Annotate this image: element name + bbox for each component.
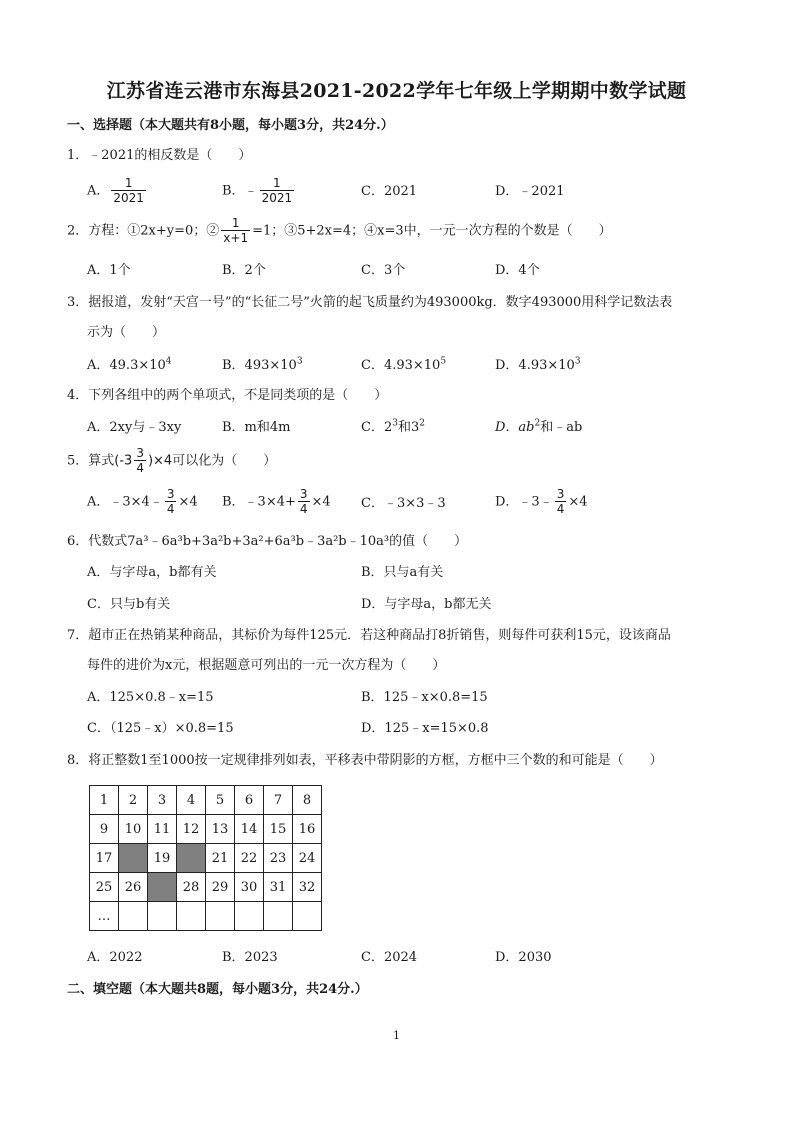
q7-option-c: C．（125﹣x）×0.8=15 bbox=[87, 721, 234, 736]
grid-cell: 1 bbox=[90, 786, 119, 815]
q2-option-c: C．3个 bbox=[361, 263, 406, 278]
grid-cell: 30 bbox=[235, 873, 264, 902]
grid-cell: 2 bbox=[119, 786, 148, 815]
section-heading-fill: 二、填空题（本大题共8题，每小题3分，共24分.） bbox=[67, 982, 368, 997]
q3-option-a: A．$49.3\times 10^4$ bbox=[87, 356, 172, 373]
q8-option-b: B．2023 bbox=[222, 950, 278, 965]
page-number: 1 bbox=[393, 1029, 400, 1042]
q4-option-d: D．$ab^2$和﹣ab bbox=[495, 418, 583, 435]
q3-option-b: B．$493\times 10^3$ bbox=[222, 356, 303, 373]
question-1-stem: 1．﹣2021的相反数是（ ） bbox=[67, 148, 252, 163]
q8-option-a: A．2022 bbox=[87, 950, 143, 965]
q8-option-c: C．2024 bbox=[361, 950, 418, 965]
q2-option-d: D．4个 bbox=[495, 263, 540, 278]
grid-cell: 13 bbox=[206, 815, 235, 844]
table-row bbox=[90, 902, 322, 931]
question-4-stem: 4．下列各组中的两个单项式，不是同类项的是（ ） bbox=[67, 388, 388, 403]
question-8-stem: 8．将正整数1至1000按一定规律排列如表，平移表中带阴影的方框，方框中三个数的和可能是（ ） bbox=[67, 753, 663, 768]
grid-cell: 23 bbox=[264, 844, 293, 873]
question-3-stem-line1: 3．据报道，发射“天宫一号”的“长征二号”火箭的起飞质量约为493000kg．数字493000用科学记数法表 bbox=[67, 295, 673, 310]
grid-cell: 17 bbox=[90, 844, 119, 873]
grid-cell: 6 bbox=[235, 786, 264, 815]
q5-option-b: B．﹣3×4+ $\frac{3}{4}$ ×4 bbox=[222, 487, 331, 516]
grid-cell: 9 bbox=[90, 815, 119, 844]
q6-option-b: B．只与a有关 bbox=[361, 565, 444, 580]
q7-option-b: B．125﹣x×0.8=15 bbox=[361, 690, 488, 705]
grid-cell: 28 bbox=[177, 873, 206, 902]
grid-cell bbox=[235, 902, 264, 931]
grid-cell: 12 bbox=[177, 815, 206, 844]
grid-cell: 21 bbox=[206, 844, 235, 873]
q5-option-d: D．﹣3﹣ $\frac{3}{4}$ ×4 bbox=[495, 487, 588, 516]
shaded-cell bbox=[148, 873, 177, 902]
grid-cell: 26 bbox=[119, 873, 148, 902]
grid-cell: 16 bbox=[293, 815, 322, 844]
q3-option-c: C．$4.93\times 10^5$ bbox=[361, 356, 447, 373]
grid-cell: 5 bbox=[206, 786, 235, 815]
grid-cell: 8 bbox=[293, 786, 322, 815]
q4-option-c: C．$2^3$和$3^2$ bbox=[361, 418, 425, 435]
grid-cell: 4 bbox=[177, 786, 206, 815]
grid-cell: 3 bbox=[148, 786, 177, 815]
grid-cell bbox=[148, 902, 177, 931]
table-row bbox=[90, 844, 322, 873]
grid-cell: 7 bbox=[264, 786, 293, 815]
grid-cell: 19 bbox=[148, 844, 177, 873]
grid-cell: 31 bbox=[264, 873, 293, 902]
grid-cell: 10 bbox=[119, 815, 148, 844]
q1-option-d: D．﹣2021 bbox=[495, 184, 565, 199]
grid-cell: 15 bbox=[264, 815, 293, 844]
grid-cell: 24 bbox=[293, 844, 322, 873]
shaded-cell bbox=[177, 844, 206, 873]
question-7-stem-line2: 每件的进价为x元，根据题意可列出的一元一次方程为（ ） bbox=[87, 658, 446, 673]
grid-cell: 29 bbox=[206, 873, 235, 902]
grid-cell bbox=[119, 902, 148, 931]
question-2-stem: 2．方程：①2x+y=0；② $\frac{1}{x+1}$ =1；③5+2x=4；④x=3中，一元一次方程的个数是（ ） bbox=[67, 216, 612, 245]
question-6-stem: 6．代数式7a³﹣6a³b+3a²b+3a²+6a³b﹣3a²b﹣10a³的值（ ） bbox=[67, 534, 468, 549]
q6-option-a: A．与字母a，b都有关 bbox=[87, 565, 217, 580]
q8-option-d: D．2030 bbox=[495, 950, 552, 965]
grid-cell: 22 bbox=[235, 844, 264, 873]
q1-option-a: A． $\frac{1}{2021}$ bbox=[87, 176, 144, 205]
grid-cell: 32 bbox=[293, 873, 322, 902]
question-3-stem-line2: 示为（ ） bbox=[87, 325, 166, 340]
q5-option-a: A．﹣3×4﹣ $\frac{3}{4}$ ×4 bbox=[87, 487, 198, 516]
q2-option-b: B．2个 bbox=[222, 263, 266, 278]
page-title: 江苏省连云港市东海县2021-2022学年七年级上学期期中数学试题 bbox=[106, 80, 687, 102]
shaded-cell bbox=[119, 844, 148, 873]
grid-cell: … bbox=[90, 902, 119, 931]
grid-cell: 25 bbox=[90, 873, 119, 902]
q3-option-d: D．$4.93\times 10^3$ bbox=[495, 356, 581, 373]
grid-cell: 11 bbox=[148, 815, 177, 844]
number-grid-table bbox=[89, 785, 322, 931]
question-7-stem-line1: 7．超市正在热销某种商品，其标价为每件125元．若这种商品打8折销售，则每件可获利15元，设该商品 bbox=[67, 628, 671, 643]
question-5-stem: 5．算式(-3 $\frac{3}{4}$ )×4可以化为（ ） bbox=[67, 446, 277, 475]
q1-option-b: B．﹣ $\frac{1}{2021}$ bbox=[222, 176, 293, 205]
grid-cell: 14 bbox=[235, 815, 264, 844]
section-heading-choice: 一、选择题（本大题共有8小题，每小题3分，共24分.） bbox=[67, 118, 394, 133]
grid-cell bbox=[206, 902, 235, 931]
table-row bbox=[90, 815, 322, 844]
q1-option-c: C．2021 bbox=[361, 184, 418, 199]
q4-option-b: B．m和4m bbox=[222, 420, 291, 435]
q7-option-d: D．125﹣x=15×0.8 bbox=[361, 721, 489, 736]
q6-option-d: D．与字母a，b都无关 bbox=[361, 597, 492, 612]
q4-option-a: A．2xy与﹣3xy bbox=[87, 420, 182, 435]
q7-option-a: A．125×0.8﹣x=15 bbox=[87, 690, 214, 705]
table-row bbox=[90, 786, 322, 815]
grid-cell bbox=[177, 902, 206, 931]
q5-option-c: C．﹣3×3﹣3 bbox=[361, 496, 446, 511]
grid-cell bbox=[293, 902, 322, 931]
q2-option-a: A．1个 bbox=[87, 263, 131, 278]
table-row bbox=[90, 873, 322, 902]
q6-option-c: C．只与b有关 bbox=[87, 597, 171, 612]
grid-cell bbox=[264, 902, 293, 931]
